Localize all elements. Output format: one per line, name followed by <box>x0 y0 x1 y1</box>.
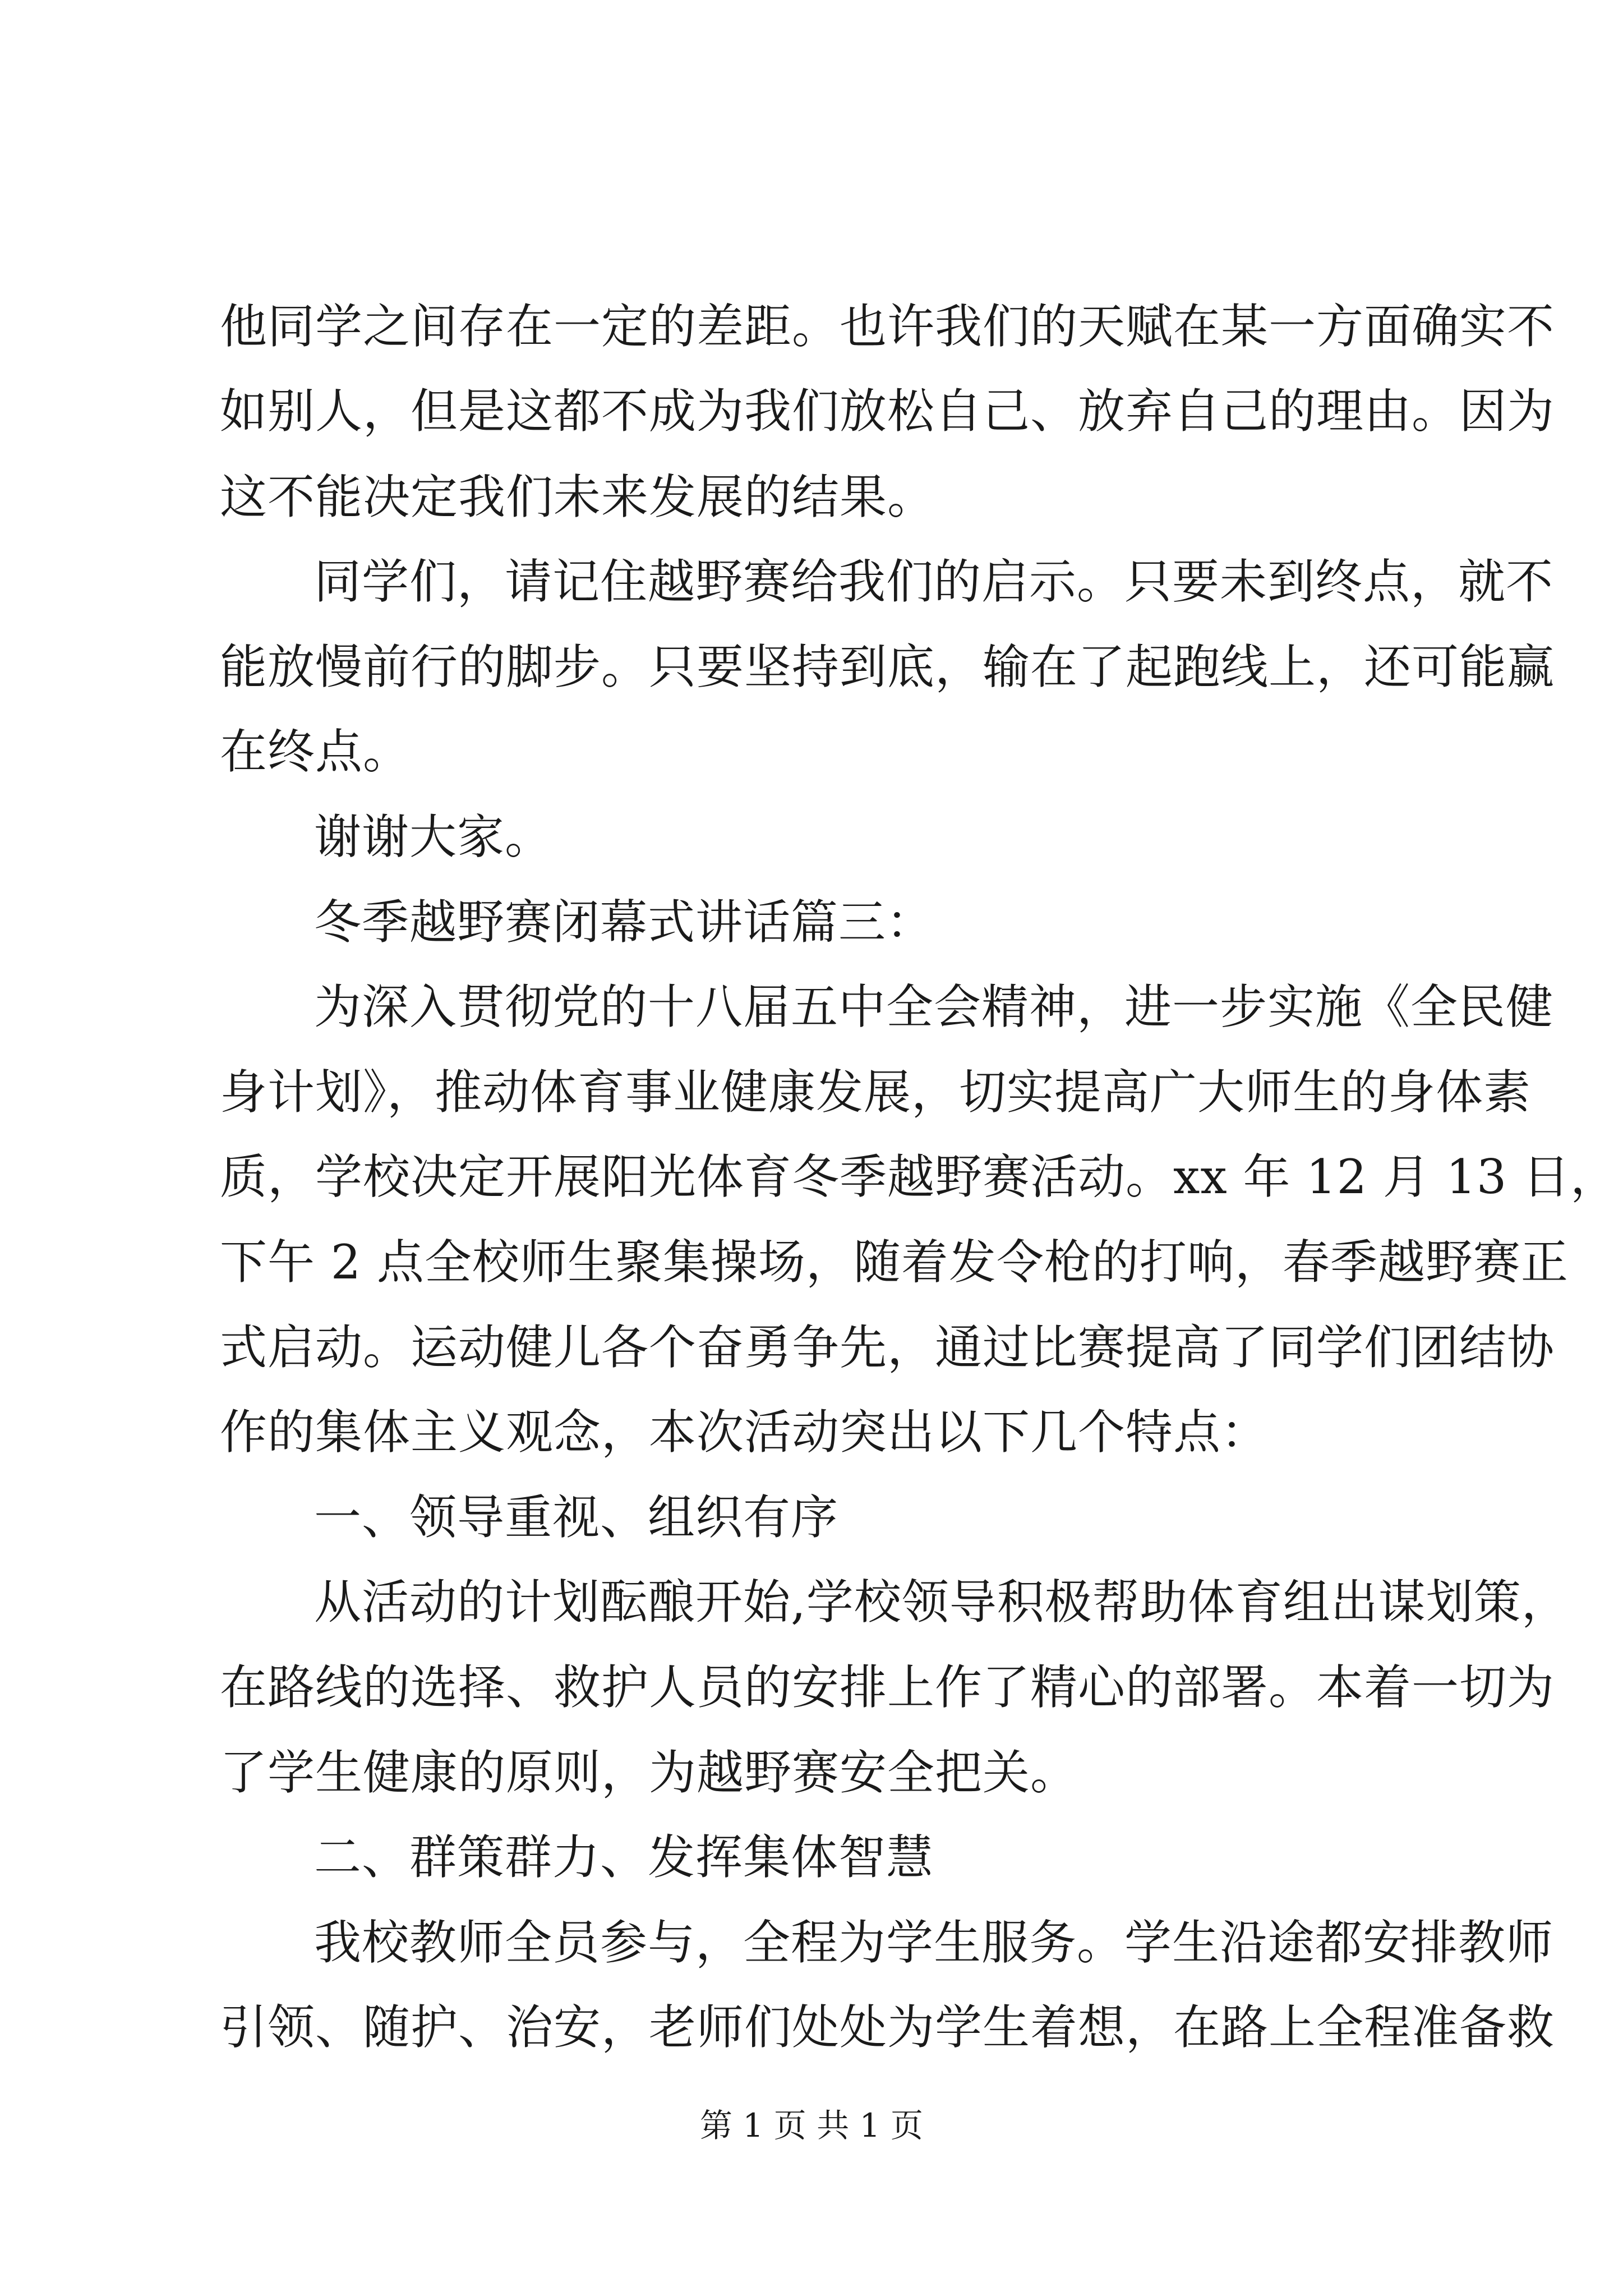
text-line: 式启动。运动健儿各个奋勇争先，通过比赛提高了同学们团结协 <box>220 1320 1555 1375</box>
text-line: 作的集体主义观念，本次活动突出以下几个特点： <box>220 1405 1269 1460</box>
text-line: 在终点。 <box>220 724 411 779</box>
text-line: 身计划》，推动体育事业健康发展，切实提高广大师生的身体素 <box>220 1065 1532 1120</box>
text-line: 在路线的选择、救护人员的安排上作了精心的部署。本着一切为 <box>220 1660 1555 1715</box>
text-line: 质，学校决定开展阳光体育冬季越野赛活动。xx 年 12 月 13 日， <box>220 1149 1619 1204</box>
text-line: 下午 2 点全校师生聚集操场，随着发令枪的打响，春季越野赛正 <box>220 1235 1569 1290</box>
section-heading: 冬季越野赛闭幕式讲话篇三： <box>314 895 934 950</box>
paragraph-start-line: 同学们，请记住越野赛给我们的启示。只要未到终点，就不 <box>314 554 1554 609</box>
point-heading: 二、群策群力、发挥集体智慧 <box>314 1830 934 1885</box>
closing-thanks: 谢谢大家。 <box>314 809 553 864</box>
text-line: 他同学之间存在一定的差距。也许我们的天赋在某一方面确实不 <box>220 299 1555 354</box>
text-line: 能放慢前行的脚步。只要坚持到底，输在了起跑线上，还可能赢 <box>220 639 1555 694</box>
text-line: 这不能决定我们未来发展的结果。 <box>220 470 935 524</box>
paragraph-start-line: 我校教师全员参与，全程为学生服务。学生沿途都安排教师 <box>314 1915 1554 1970</box>
paragraph-start-line: 从活动的计划酝酿开始,学校领导积极帮助体育组出谋划策， <box>314 1575 1569 1630</box>
text-line: 了学生健康的原则，为越野赛安全把关。 <box>220 1745 1078 1800</box>
point-heading: 一、领导重视、组织有序 <box>314 1490 839 1545</box>
page-number-footer: 第 1 页 共 1 页 <box>700 2106 923 2145</box>
text-line: 如别人，但是这都不成为我们放松自己、放弃自己的理由。因为 <box>220 384 1555 439</box>
paragraph-start-line: 为深入贯彻党的十八届五中全会精神，进一步实施《全民健 <box>314 979 1554 1034</box>
text-line: 引领、随护、治安，老师们处处为学生着想，在路上全程准备救 <box>220 2000 1555 2055</box>
